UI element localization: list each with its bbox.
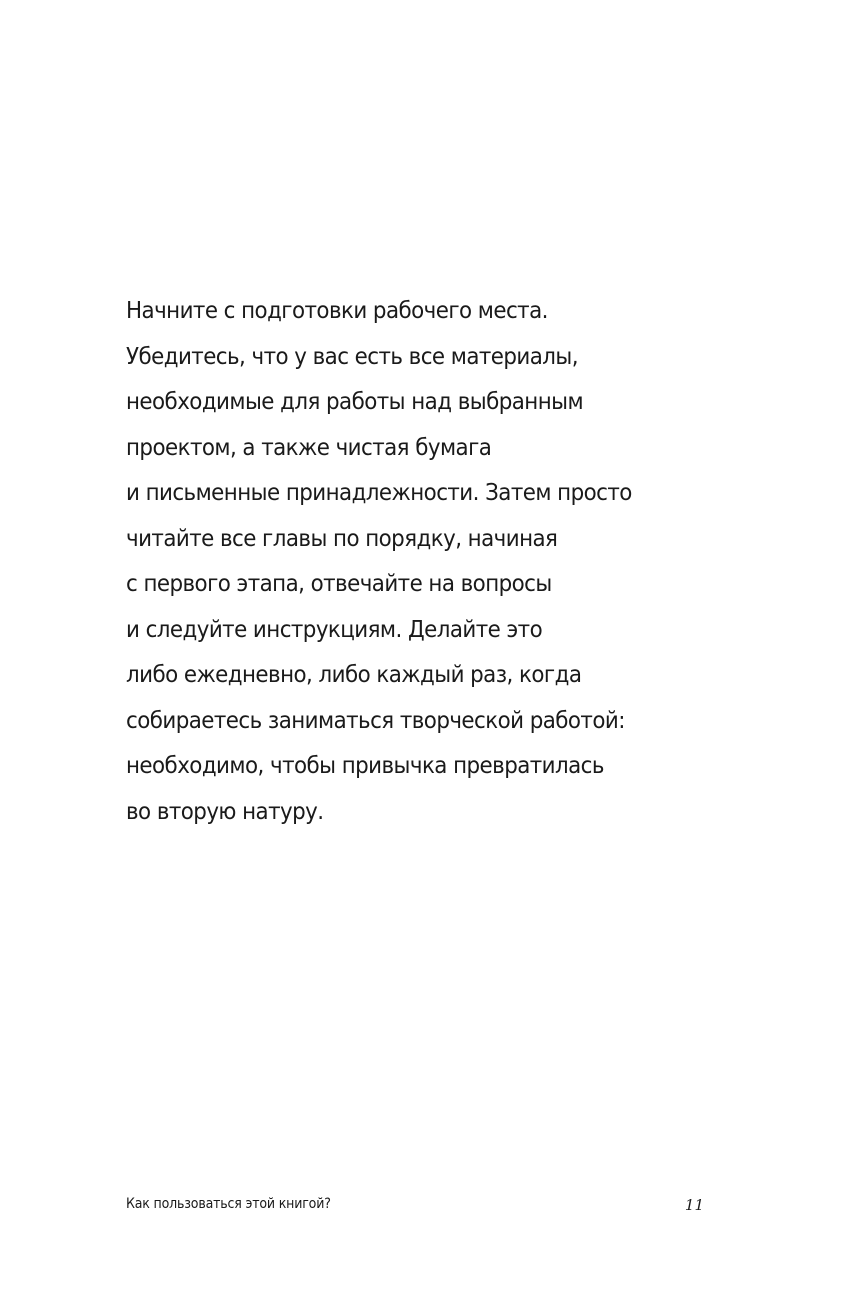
paragraph-line: с первого этапа, отвечайте на вопросы [126,571,552,597]
page-footer [126,1196,704,1220]
paragraph-line: собираетесь заниматься творческой работой: [126,707,625,734]
paragraph-line: и следуйте инструкциям. Делайте это [126,616,543,643]
paragraph-line: либо ежедневно, либо каждый раз, когда [126,662,582,688]
body-paragraph [126,289,766,835]
page-number: 11 [684,1196,704,1214]
paragraph-line: необходимые для работы над выбранным [126,389,584,415]
paragraph-line: во вторую натуру. [126,798,324,825]
paragraph-line: необходимо, чтобы привычка превратилась [126,753,604,779]
paragraph-line: читайте все главы по порядку, начиная [126,525,558,552]
paragraph-line: Убедитесь, что у вас есть все материалы, [126,343,578,370]
paragraph-line: и письменные принадлежности. Затем просто [126,480,632,506]
running-title: Как пользоваться этой книгой? [126,1196,331,1212]
paragraph-line: проектом, а также чистая бумага [126,434,492,461]
paragraph-line: Начните с подготовки рабочего места. [126,298,548,324]
